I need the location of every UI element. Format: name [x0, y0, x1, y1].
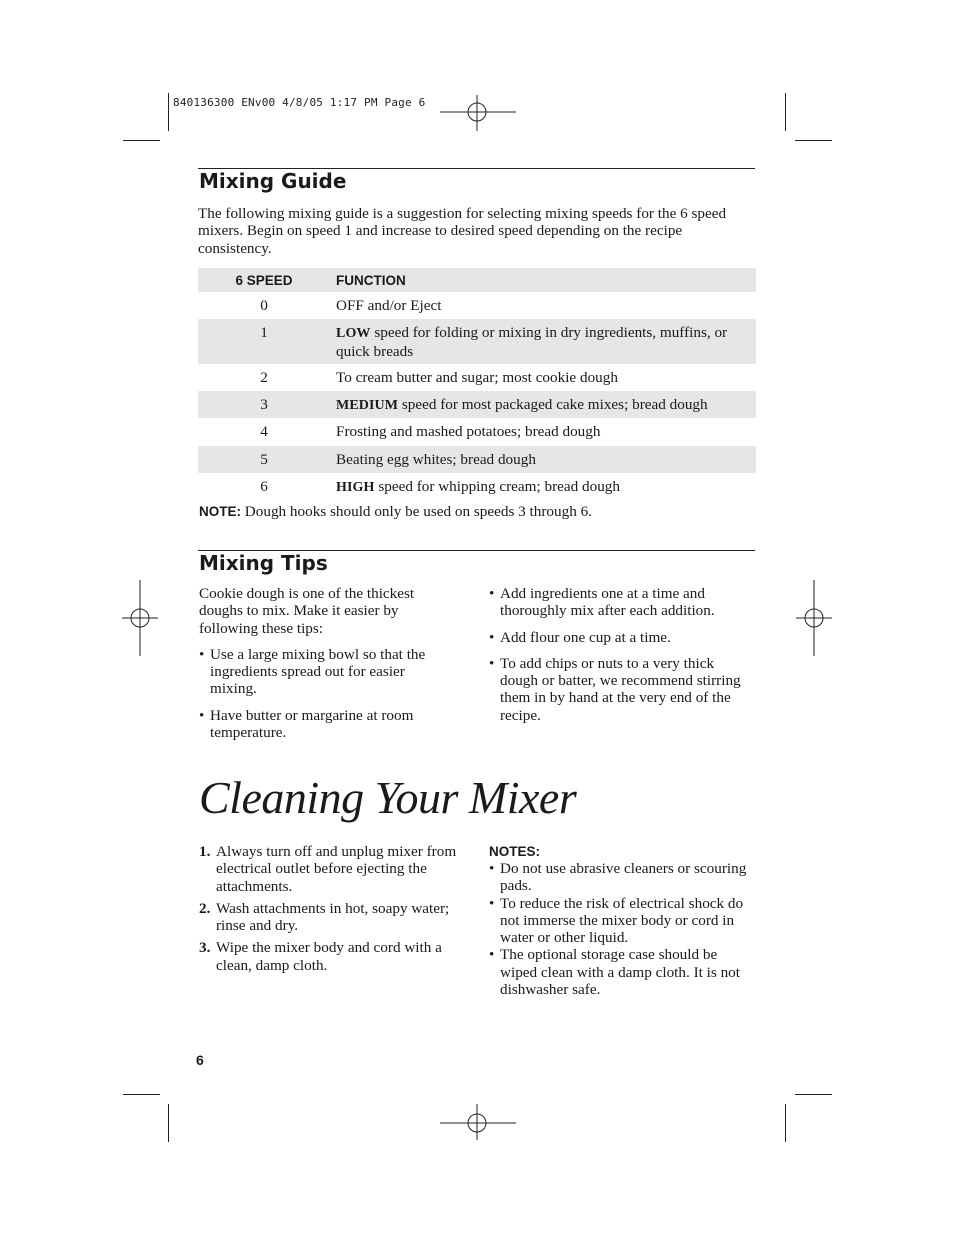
crop-mark-bottom-left-v	[168, 1104, 169, 1142]
table-row	[198, 446, 756, 473]
table-row	[198, 418, 756, 445]
table-row	[198, 364, 756, 391]
step-number: 1.	[199, 843, 211, 860]
function-cell	[330, 446, 756, 473]
function-cell	[330, 418, 756, 445]
crop-mark-top-left-v	[168, 93, 169, 131]
registration-mark-bottom	[440, 1104, 516, 1140]
tips-right-column	[489, 585, 749, 733]
speed-cell: 6	[260, 478, 268, 496]
mixing-speed-table	[198, 268, 756, 500]
registration-mark-top	[440, 95, 516, 131]
mixing-guide-intro: The following mixing guide is a suggestion for selecting mixing speeds for the 6 speed mixers. Begin on speed 1 and increase to desired speed depending on the recipe consistency.	[198, 205, 727, 257]
table-row	[198, 319, 756, 364]
printer-slug: 840136300 ENv00 4/8/05 1:17 PM Page 6	[173, 96, 426, 109]
crop-mark-top-left-h	[123, 140, 160, 141]
list-item-text: Have butter or margarine at room temperature.	[210, 706, 414, 742]
crop-mark-bottom-right-v	[785, 1104, 786, 1142]
dough-hook-note	[199, 503, 592, 520]
table-row	[198, 391, 756, 418]
column-header-speed: 6 SPEED	[198, 268, 330, 292]
list-item	[489, 895, 754, 947]
function-cell	[330, 292, 756, 319]
notes-heading: NOTES:	[489, 844, 541, 859]
bullet-glyph: •	[199, 706, 205, 724]
list-item	[489, 946, 754, 998]
bullet-glyph: •	[489, 628, 495, 646]
crop-mark-bottom-left-h	[123, 1094, 160, 1095]
page-number: 6	[196, 1052, 204, 1068]
function-text: To cream butter and sugar; most cookie dough	[336, 368, 618, 386]
speed-cell: 4	[260, 423, 268, 441]
speed-level-label: LOW	[336, 326, 371, 342]
function-text: speed for most packaged cake mixes; bread dough	[398, 396, 708, 414]
step-text: Wipe the mixer body and cord with a clean, damp cloth.	[216, 939, 442, 974]
list-item	[199, 646, 444, 698]
speed-cell: 0	[260, 297, 268, 314]
bullet-glyph: •	[199, 645, 205, 663]
list-item-text: Use a large mixing bowl so that the ingredients spread out for easier mixing.	[210, 645, 426, 698]
list-item-text: To reduce the risk of electrical shock do not immerse the mixer body or cord in water or other liquid.	[500, 894, 744, 947]
list-item-text: Add flour one cup at a time.	[500, 628, 671, 646]
list-item	[199, 843, 464, 895]
crop-mark-bottom-right-h	[795, 1094, 832, 1095]
table-row	[198, 292, 756, 319]
cleaning-steps	[199, 843, 464, 979]
speed-cell: 1	[198, 319, 330, 364]
registration-mark-right	[796, 580, 832, 656]
table-row	[198, 473, 756, 500]
crop-mark-top-right-h	[795, 140, 832, 141]
table-header-row	[198, 268, 756, 292]
step-number: 3.	[199, 939, 211, 957]
column-header-function: FUNCTION	[330, 268, 756, 292]
list-item	[489, 629, 749, 646]
list-item	[489, 655, 749, 724]
function-cell	[330, 391, 756, 418]
function-text: speed for folding or mixing in dry ingredients, muffins, or quick breads	[336, 324, 728, 360]
list-item	[199, 707, 444, 742]
note-text: Dough hooks should only be used on speeds 3 through 6.	[241, 503, 592, 520]
list-item	[199, 900, 464, 935]
mixing-tips-heading: Mixing Tips	[199, 551, 328, 575]
speed-cell: 2	[260, 368, 268, 386]
bullet-glyph: •	[489, 654, 495, 672]
speed-level-label: MEDIUM	[336, 398, 399, 414]
tips-left-column	[199, 585, 444, 750]
bullet-glyph: •	[489, 946, 495, 964]
bullet-glyph: •	[489, 894, 495, 912]
step-text: Wash attachments in hot, soapy water; rinse and dry.	[216, 899, 450, 935]
list-item-text: To add chips or nuts to a very thick dough or batter, we recommend stirring them in by hand at the very end of the recipe.	[500, 654, 741, 724]
function-text: Beating egg whites; bread dough	[336, 450, 536, 468]
function-cell	[330, 319, 756, 364]
function-text: OFF and/or Eject	[336, 297, 442, 314]
list-item	[489, 585, 749, 620]
mixing-guide-heading: Mixing Guide	[199, 169, 347, 193]
list-item-text: Do not use abrasive cleaners or scouring pads.	[500, 860, 747, 895]
function-cell	[330, 364, 756, 391]
speed-cell: 5	[198, 446, 330, 473]
list-item	[489, 860, 754, 895]
list-item	[199, 939, 464, 974]
step-text: Always turn off and unplug mixer from electrical outlet before ejecting the attachments.	[216, 843, 457, 895]
list-item-text: The optional storage case should be wiped clean with a damp cloth. It is not dishwasher safe.	[500, 946, 740, 999]
tips-intro: Cookie dough is one of the thickest doughs to mix. Make it easier by following these tips:	[199, 585, 415, 637]
bullet-glyph: •	[489, 860, 495, 877]
registration-mark-left	[122, 580, 158, 656]
step-number: 2.	[199, 899, 211, 917]
function-cell	[330, 473, 756, 500]
cleaning-notes	[489, 843, 754, 998]
bullet-glyph: •	[489, 585, 495, 602]
note-label: NOTE:	[199, 504, 241, 519]
cleaning-title: Cleaning Your Mixer	[199, 772, 577, 823]
list-item-text: Add ingredients one at a time and thoroughly mix after each addition.	[500, 585, 715, 620]
speed-cell: 3	[198, 391, 330, 418]
function-text: speed for whipping cream; bread dough	[374, 478, 620, 496]
crop-mark-top-right-v	[785, 93, 786, 131]
function-text: Frosting and mashed potatoes; bread dough	[336, 423, 601, 441]
speed-level-label: HIGH	[336, 480, 375, 496]
